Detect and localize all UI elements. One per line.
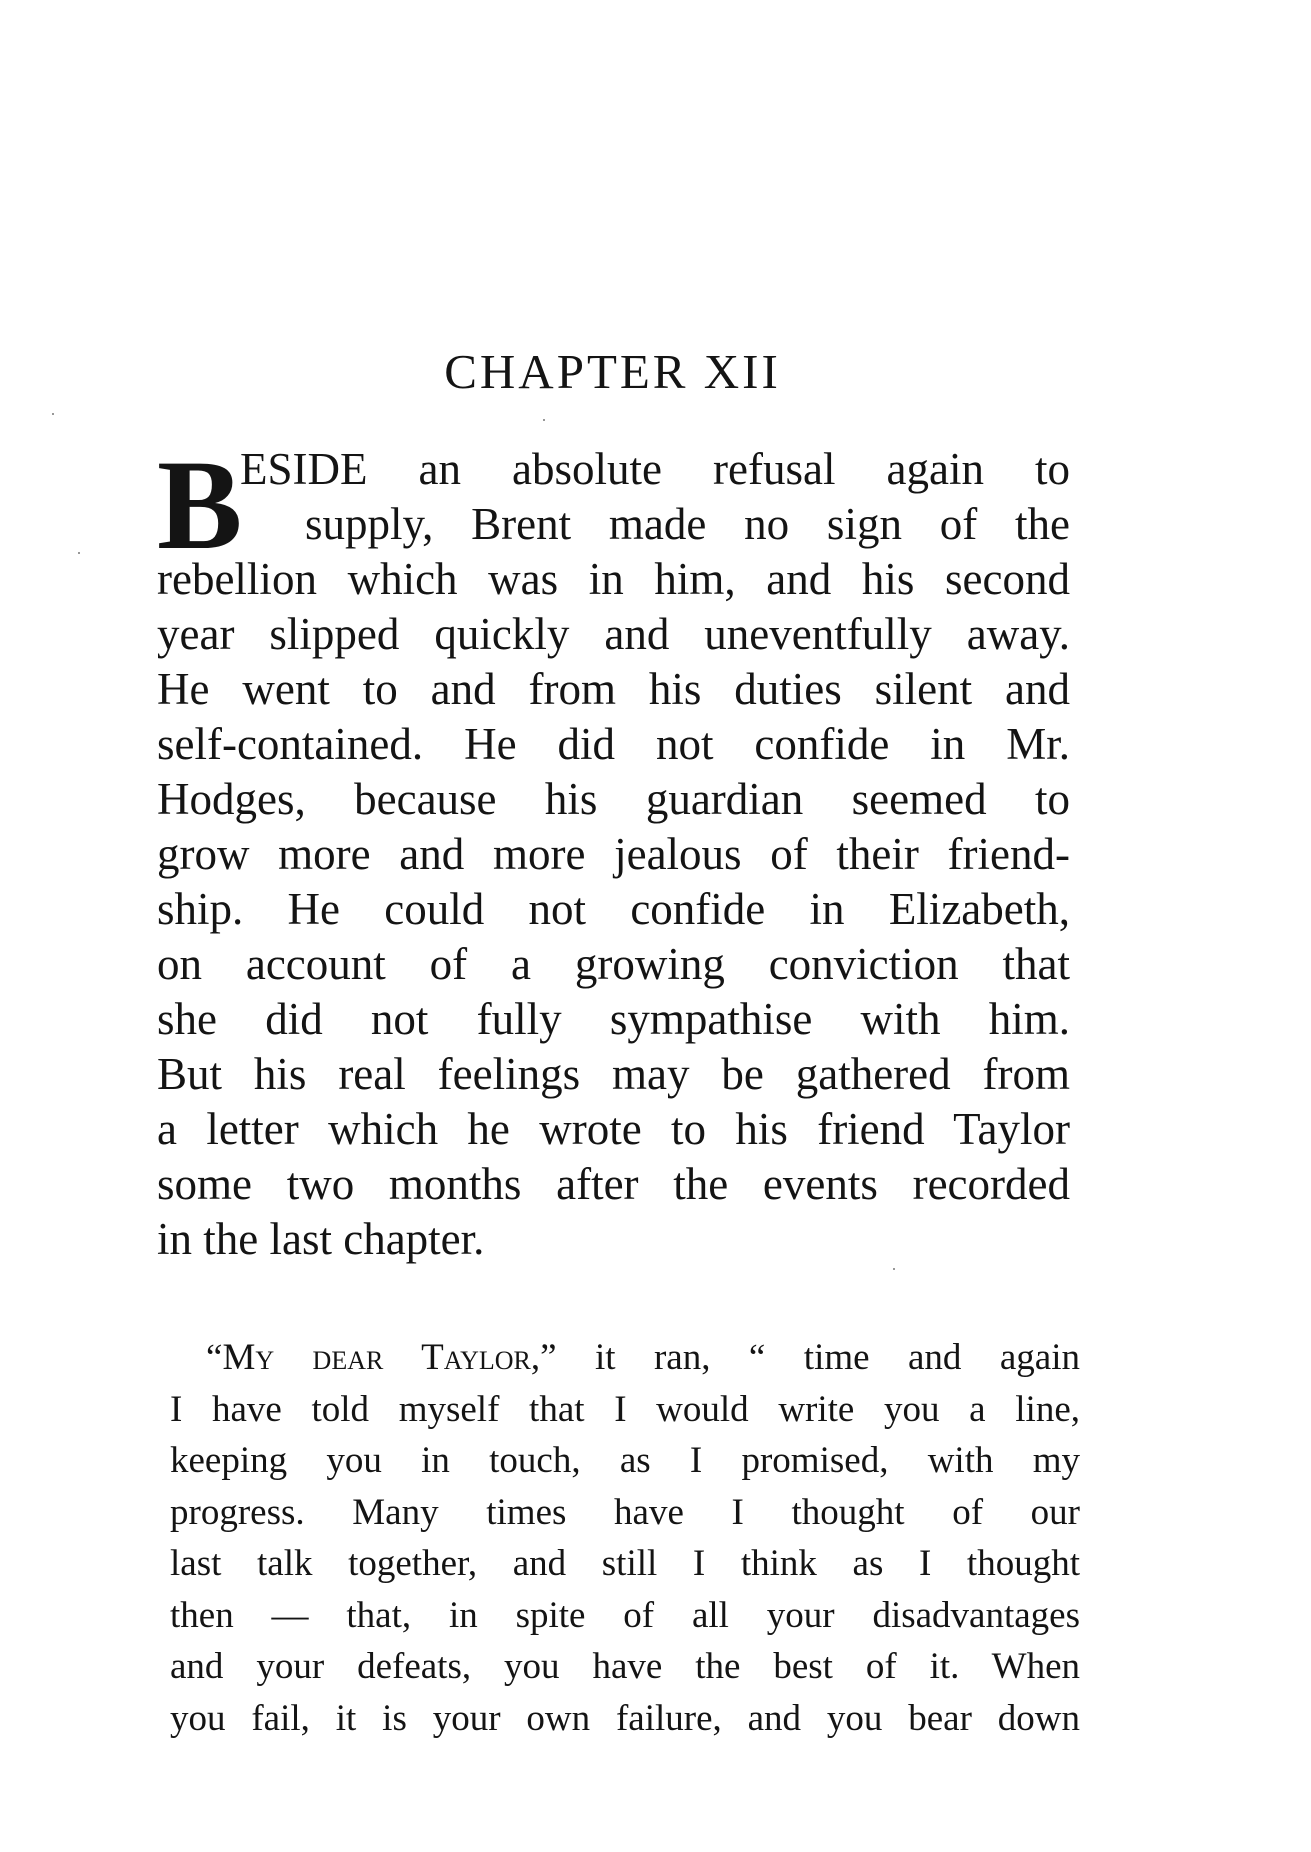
paper-speck [52, 413, 54, 415]
letter-first-line-rest: ” it ran, “ time and again [540, 1337, 1080, 1378]
letter-first-line [170, 1332, 1080, 1384]
paragraph-line: self-contained. He did not confide in Mr. [157, 719, 1070, 769]
paragraph-line: He went to and from his duties silent and [157, 664, 1070, 714]
letter-line: last talk together, and still I think as I thought [170, 1543, 1080, 1584]
letter-line: then — that, in spite of all your disadvantages [170, 1594, 1080, 1636]
letter-line: and your defeats, you have the best of it. When [170, 1646, 1080, 1687]
letter-line: you fail, it is your own failure, and you bear down [170, 1697, 1080, 1739]
paragraph-line: supply, Brent made no sign of the [305, 499, 1070, 549]
paragraph-line: some two months after the events recorded [157, 1159, 1070, 1209]
paper-speck [543, 419, 545, 421]
paragraph-line: grow more and more jealous of their friend- [157, 829, 1070, 879]
letter-salutation: My dear Taylor, [222, 1337, 541, 1378]
paragraph-line: year slipped quickly and uneventfully away. [157, 609, 1070, 659]
paper-speck [893, 1268, 895, 1270]
paper-speck [78, 552, 80, 554]
letter-paragraph [170, 1332, 1080, 1744]
paragraph-line: ESIDE an absolute refusal again to [240, 444, 1070, 494]
paragraph-line: in the last chapter. [157, 1214, 485, 1264]
letter-line: keeping you in touch, as I promised, with my [170, 1440, 1080, 1481]
paragraph-line: rebellion which was in him, and his second [157, 554, 1070, 604]
open-quote: “ [206, 1337, 223, 1378]
paragraph-line: Hodges, because his guardian seemed to [157, 774, 1070, 824]
paragraph-line: on account of a growing conviction that [157, 939, 1070, 989]
paragraph-line: a letter which he wrote to his friend Taylor [157, 1104, 1070, 1154]
paragraph-line: But his real feelings may be gathered from [157, 1049, 1070, 1099]
drop-cap-letter: B [157, 434, 243, 576]
paragraph-line: she did not fully sympathise with him. [157, 994, 1070, 1044]
letter-line: progress. Many times have I thought of our [170, 1491, 1080, 1533]
main-paragraph [157, 434, 1070, 1267]
paragraph-line: ship. He could not confide in Elizabeth, [157, 884, 1070, 934]
chapter-heading: CHAPTER XII [444, 344, 781, 399]
letter-line: I have told myself that I would write you a line, [170, 1388, 1080, 1430]
